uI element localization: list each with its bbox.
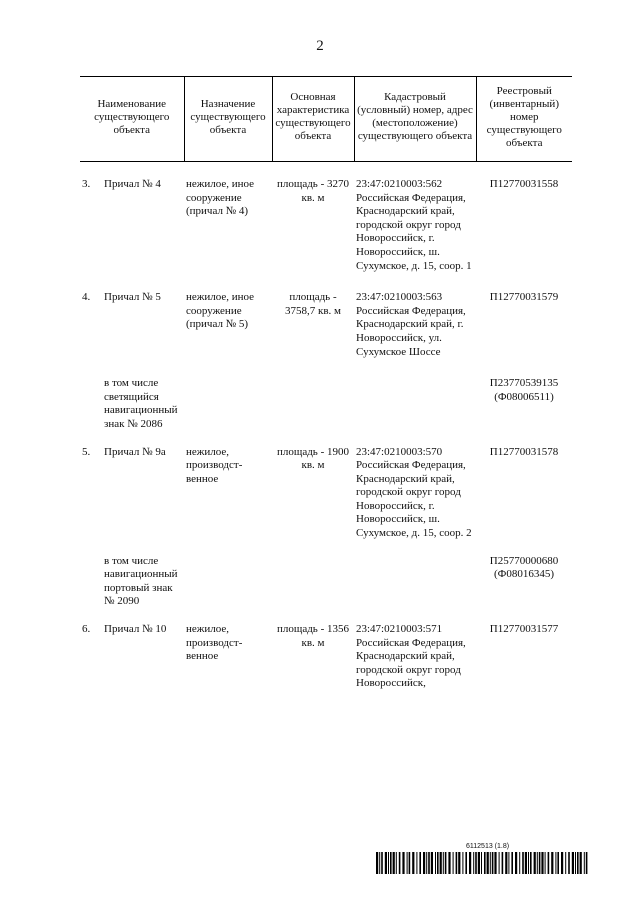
name-cell [80,623,184,691]
purpose-cell: нежилое, производст-венное [186,445,243,485]
cadastral-cell: 23:47:0210003:562 Российская Федерация, Краснодарский край, городской округ город Новороссийск, г. Новороссийск, ш. Сухумское, д. 15, соор. 1 [356,178,472,272]
cadastral-cell [354,555,476,609]
header-purpose: Назначение существующего объекта [184,77,272,162]
row-number: 5. [82,445,91,458]
cadastral-cell: 23:47:0210003:570 Российская Федерация, Краснодарский край, городской округ город Новороссийск, г. Новороссийск, ш. Сухумское, д. 15, соор. 2 [356,445,472,540]
table-header-row [80,77,572,162]
document-code: 6112513 (1.8) [466,843,510,850]
purpose-cell: нежилое, иное сооружение (причал № 5) [186,291,255,331]
characteristic-cell [272,555,354,609]
purpose-cell [184,555,272,609]
registry-cell: П12770031579 [489,291,559,304]
characteristic-cell: площадь - 3758,7 кв. м [285,291,341,317]
registry-cell: П12770031578 [489,445,559,458]
purpose-cell [184,377,272,431]
header-characteristic: Основная характеристика существующего объекта [272,77,354,162]
name-cell [80,377,184,431]
header-name: Наименование существующего объекта [80,77,184,162]
name-cell [80,446,184,541]
barcode-image [376,852,588,874]
characteristic-cell: площадь - 3270 кв. м [276,178,349,204]
object-name: в том числе навигационный портовый знак № 2090 [104,554,178,608]
header-registry: Реестровый (инвентарный) номер существующего объекта [476,77,572,162]
cadastral-cell: 23:47:0210003:563 Российская Федерация, Краснодарский край, г. Новороссийск, ул. Сухумское Шоссе [356,291,466,358]
registry-cell: П12770031558 [489,178,559,190]
object-name: Причал № 4 [104,178,161,190]
characteristic-cell: площадь - 1356 кв. м [276,623,349,649]
object-name: Причал № 10 [104,623,167,636]
table-row [80,623,572,691]
purpose-cell: нежилое, иное сооружение (причал № 4) [186,178,255,218]
cadastral-cell: 23:47:0210003:571 Российская Федерация, Краснодарский край, городской округ город Новороссийск, [356,623,466,690]
table-row [80,162,572,274]
registry-cell: П12770031577 [489,623,559,636]
page-number: 2 [316,38,324,54]
object-name: в том числе светящийся навигационный знак № 2086 [104,377,178,430]
table-row [80,291,572,359]
cadastral-cell [354,377,476,431]
name-cell [80,162,184,274]
table-row [80,555,572,609]
header-cadastral: Кадастровый (условный) номер, адрес (местоположение) существующего объекта [354,77,476,162]
objects-table [80,76,572,691]
purpose-cell: нежилое, производст-венное [186,623,243,663]
characteristic-cell [272,377,354,431]
object-name: Причал № 9а [104,445,166,458]
table-row [80,446,572,541]
registry-cell: П25770000680 (Ф08016345) [489,554,559,581]
row-number: 6. [82,623,91,636]
object-name: Причал № 5 [104,291,161,304]
row-number: 3. [82,178,91,190]
characteristic-cell: площадь - 1900 кв. м [276,445,349,472]
registry-cell: П23770539135 (Ф08006511) [489,377,559,403]
name-cell [80,555,184,609]
table-row [80,377,572,431]
name-cell [80,291,184,359]
row-number: 4. [82,291,91,304]
